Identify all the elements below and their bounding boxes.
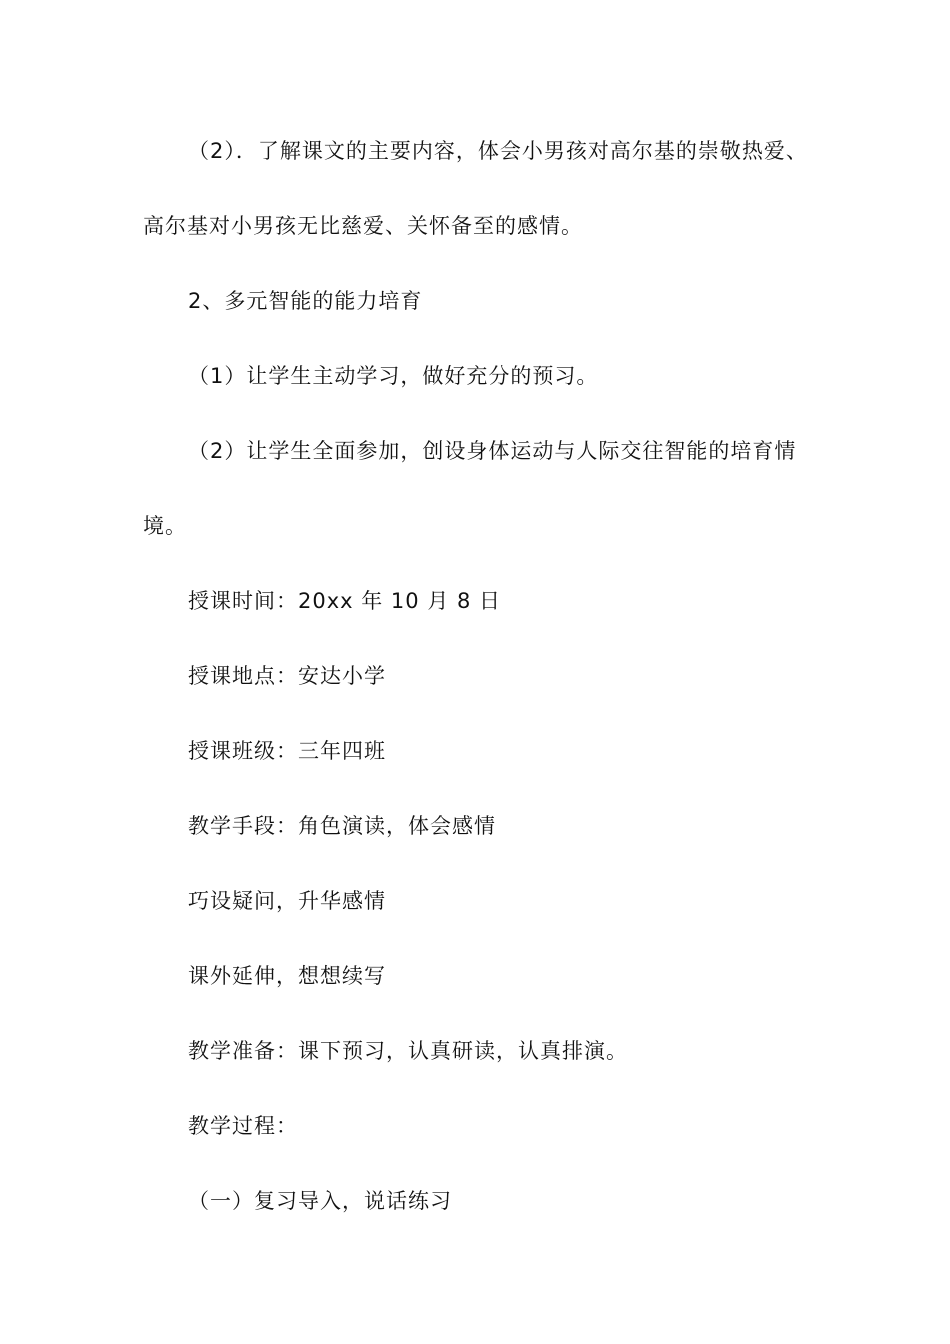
paragraph-objective-2-continued: 高尔基对小男孩无比慈爱、关怀备至的感情。 — [143, 214, 583, 238]
teaching-methods-item-3: 课外延伸，想想续写 — [188, 964, 386, 988]
paragraph-ability-2-continued: 境。 — [143, 514, 187, 538]
process-step-1: （一）复习导入，说话练习 — [188, 1189, 452, 1213]
paragraph-objective-2: （2）．了解课文的主要内容，体会小男孩对高尔基的崇敬热爱、 — [188, 139, 808, 163]
section-heading-multiple-intelligences: 2、多元智能的能力培育 — [188, 289, 423, 313]
teaching-process-heading: 教学过程： — [188, 1114, 298, 1138]
lesson-location: 授课地点：安达小学 — [188, 664, 386, 688]
lesson-class: 授课班级：三年四班 — [188, 739, 386, 763]
paragraph-ability-1: （1）让学生主动学习，做好充分的预习。 — [188, 364, 599, 388]
teaching-methods: 教学手段：角色演读，体会感情 — [188, 814, 496, 838]
paragraph-ability-2: （2）让学生全面参加，创设身体运动与人际交往智能的培育情 — [188, 439, 797, 463]
teaching-methods-item-2: 巧设疑问，升华感情 — [188, 889, 386, 913]
lesson-time: 授课时间：20xx 年 10 月 8 日 — [188, 589, 502, 613]
teaching-preparation: 教学准备：课下预习，认真研读，认真排演。 — [188, 1039, 628, 1063]
